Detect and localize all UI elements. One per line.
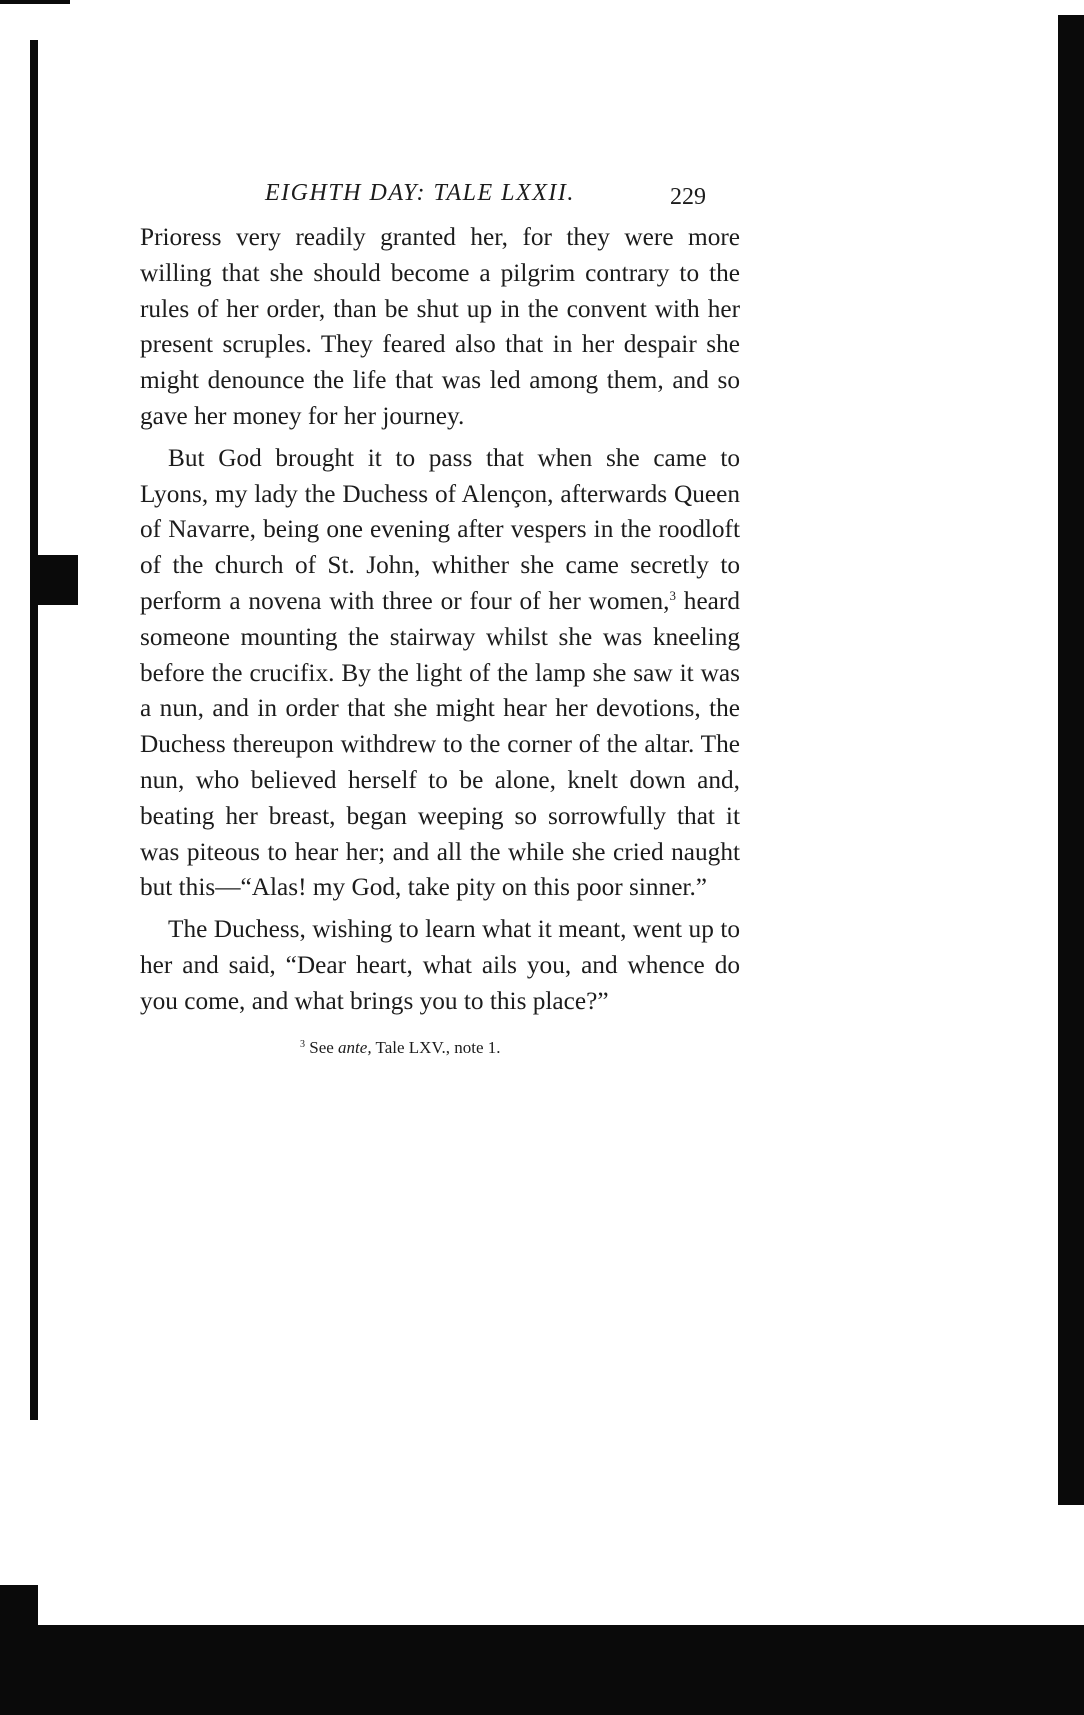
footnote-emphasis: ante, [338, 1037, 372, 1057]
scan-right-edge [1058, 15, 1084, 1505]
footnote-marker: 3 [300, 1038, 305, 1050]
scan-left-smudge [34, 555, 78, 605]
paragraph-2 [140, 441, 740, 906]
running-header [140, 180, 740, 220]
scan-bottom-band [0, 1625, 1084, 1715]
footnote [140, 1038, 740, 1058]
footnote-prefix: See [309, 1037, 339, 1057]
scan-left-edge [30, 40, 38, 1420]
paragraph-2-after-note: heard someone mounting the stairway whilst she was kneeling before the crucifix. By the light of the lamp she saw it was a nun, and in order that she might hear her devotions, the Duchess thereupon withdrew to the corner of the altar. The nun, who believed herself to be alone, knelt down and, beating her breast, began weeping so sorrowfully that it was piteous to hear her; and all the while she cried naught but this—“Alas! my God, take pity on this poor sinner.” [140, 586, 740, 902]
footnote-reference: 3 [669, 587, 676, 603]
footnote-suffix: Tale LXV., note 1. [371, 1037, 501, 1057]
scan-top-left-mark [0, 0, 70, 4]
running-title: EIGHTH DAY: TALE LXXII. [265, 180, 575, 206]
paragraph-1: Prioress very readily granted her, for they were more willing that she should become a pilgrim contrary to the rules of her order, than be shut up in the convent with her present scruples. They feared also that in her despair she might denounce the life that was led among them, and so gave her money for her journey. [140, 223, 740, 430]
body-text [140, 220, 740, 1020]
book-page [140, 180, 740, 1058]
paragraph-2-before-note: But God brought it to pass that when she came to Lyons, my lady the Duchess of Alençon, afterwards Queen of Navarre, being one evening after vespers in the roodloft of the church of St. John, whither she came secretly to perform a novena with three or four of her women, [140, 443, 740, 615]
page-number: 229 [670, 184, 706, 210]
scan-bottom-left-blot [0, 1585, 38, 1635]
paragraph-3: The Duchess, wishing to learn what it meant, went up to her and said, “Dear heart, what ails you, and whence do you come, and what brings you to this place?” [140, 915, 740, 1015]
